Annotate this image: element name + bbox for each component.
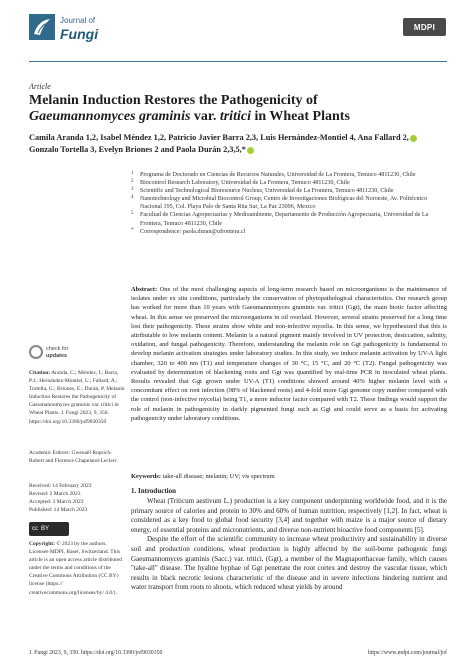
author-line: Gonzalo Tortella 3, Evelyn Briones 2 and Paola Durán 2,3,5,*: [29, 144, 449, 156]
correspondence: * Correspondence: paola.duran@ufrontera.cl: [131, 227, 246, 235]
date-published: Published: 14 March 2023: [29, 507, 88, 514]
paragraph: Despite the effort of the scientific community to increase wheat productivity and sustainability in diverse soil and production conditions, wheat production is highly affected by the soil-borne pathogenic fungi Gaeumannomyces graminis (Sacc.) var. tritici, (Ggt), a member of the Magnaporthaceae family, which causes "take-all" disease. The hyaline hyphae of Ggt penetrate the root cortex and destroy the vascular tissue, which results in black necrotic lesions characteristic of the disease and in severe infections hindering nutrient and water transport from roots to shoots, which reduced wheat yields by around: [131, 535, 447, 592]
article-title: [29, 93, 449, 125]
author-list: [29, 132, 449, 156]
title-line-2: Gaeumannomyces graminis var. tritici in Wheat Plants: [29, 109, 350, 124]
affiliations: [131, 171, 447, 236]
date-revised: Revised: 2 March 2023: [29, 491, 81, 498]
article-dates: [29, 482, 125, 514]
introduction-text: [131, 497, 447, 593]
header-divider: [29, 61, 447, 62]
publisher-logo[interactable]: MDPI: [403, 18, 446, 36]
by-icon: BY: [41, 526, 50, 532]
affiliation-item: 2 Biocontrol Research Laboratory, Universidad de La Frontera, Temuco 4811230, Chile: [131, 179, 350, 187]
page-footer: [29, 650, 447, 656]
check-for-updates[interactable]: check for updates: [46, 346, 69, 359]
affiliation-item: 5 Facultad de Ciencias Agropecuarias y Medioambiente, Departamento de Producción Agropecuaria, Universidad de La Frontera, Temuco 4811230, Chile: [131, 211, 429, 227]
copyright: Copyright: © 2023 by the authors. Licensee MDPI, Basel, Switzerland. This article is an open access article distributed under the terms and conditions of the Creative Commons Attribution (CC BY) license (https:// creativecommons.org/licenses/by/ 4.0/).: [29, 541, 122, 596]
date-accepted: Accepted: 3 March 2023: [29, 499, 84, 506]
affiliation-item: 3 Scientific and Technological Bioresource Nucleus, Universidad de La Frontera, Temuco 4811230, Chile: [131, 187, 394, 195]
article-type: Article: [29, 82, 51, 91]
date-received: Received: 14 February 2023: [29, 483, 92, 489]
affiliation-item: 1 Programa de Doctorado en Ciencias de Recursos Naturales, Universidad de La Frontera, Temuco 4811230, Chile: [131, 171, 416, 178]
journal-of-label: Journal of: [60, 16, 96, 25]
title-line-1: Melanin Induction Restores the Pathogenicity of: [29, 93, 318, 108]
section-heading: 1. Introduction: [131, 487, 176, 495]
orcid-icon[interactable]: [410, 135, 417, 142]
check-for-updates-icon[interactable]: [29, 345, 43, 359]
author-line: Camila Aranda 1,2, Isabel Méndez 1,2, Patricio Javier Barra 2,3, Luis Hernández-Montiel 4, Ana Fallard 2,: [29, 132, 449, 144]
cc-icon: cc: [32, 526, 38, 532]
academic-editors: Academic Editors: Gwenaël Ruprich-Robert and Florence Chapeland-Leclerc: [29, 450, 118, 465]
citation: Citation: Aranda, C.; Méndez, I.; Barra, P.J.; Hernández-Montiel, L.; Fallard, A.; Tortella, G.; Briones, E.; Durán, P. Melanin Induction Restores the Pathogenicity of Gaeumannomyces graminis var. tritici in Wheat Plants. J. Fungi 2023, 9, 350. https://doi.org/10.3390/jof9030350: [29, 370, 125, 425]
footer-journal-link[interactable]: https://www.mdpi.com/journal/jof: [367, 650, 447, 656]
orcid-icon[interactable]: [247, 147, 254, 154]
keywords: Keywords: take-all disease; melanin; UV; vis spectrum: [131, 473, 275, 480]
footer-citation[interactable]: J. Fungi 2023, 9, 350. https://doi.org/10.3390/jof9030350: [29, 650, 163, 656]
paragraph: Wheat (Triticum aestivum L.) production is a key component underpinning worldwide food, and it is the primary source of calories and protein to 30% and 60% of human nutrition, respectively [1,2]. In fact, wheat is considered as a key food to global food security [3,4] and together with maize is a major source of dietary energy, of essential proteins and micronutrients, and diverse non-nutrient bioactive food components [5].: [131, 497, 447, 534]
affiliation-item: 4 Nanotechnology and Microbial Biocontrol Group, Centro de Investigaciones Biológicas del Noroeste, Av. Politécnico Nacional 195, Col. Playa Palo de Santa Rita Sur, La Paz 23096, Mexico: [131, 195, 428, 211]
journal-logo-icon: [29, 14, 55, 40]
abstract: Abstract: One of the most challenging aspects of long-term research based on microorganisms is the maintenance of isolates under ex situ conditions, particularly the conservation of phytopathological characteristics. Our research group has worked for more than 10 years with Gaeumannomyces graminis var. tritici (Ggt), the main biotic factor affecting wheat. In this sense we preserved the microorganisms in oil overlaid. However, several strains preserved for a long time lost their pathogenicity. These strains show white and non-infective mycelia. In this sense, we hypothesized that this is attributable to low melanin content. Melanin is a natural pigment mainly involved in UV protection, desiccation, salinity, oxidation, and fungal pathogenicity. Therefore, understanding the melanin role on Ggt pathogenicity is fundamental to develop melanin activation strategies under laboratory studies. In this study, we induce melanin activation by UV-A light chamber, 320 to 400 nm (T1) and temperature changes of 30 °C, 15 °C, and 20 °C (T2). Fungal pathogenicity was evaluated by determination of blackening roots and Ggt was quantified by real-time PCR in inoculated wheat plants. Results revealed that Ggt grown under UV-A (T1) conditions showed around 40% higher melanin level with a concomitant effect on root infection (98% of blackened roots) and 4-fold more Ggt genome copy number compared with the control (non-infective mycelia) being T1, a more inductor factor compared with T2. These findings would support the role of melanin in pathogenicity in darkly pigmented fungi such as Ggt and could serve as a basis for activating pathogenicity under laboratory conditions.: [131, 286, 447, 422]
cc-by-license-badge[interactable]: [29, 522, 69, 536]
journal-name[interactable]: Fungi: [60, 26, 99, 42]
